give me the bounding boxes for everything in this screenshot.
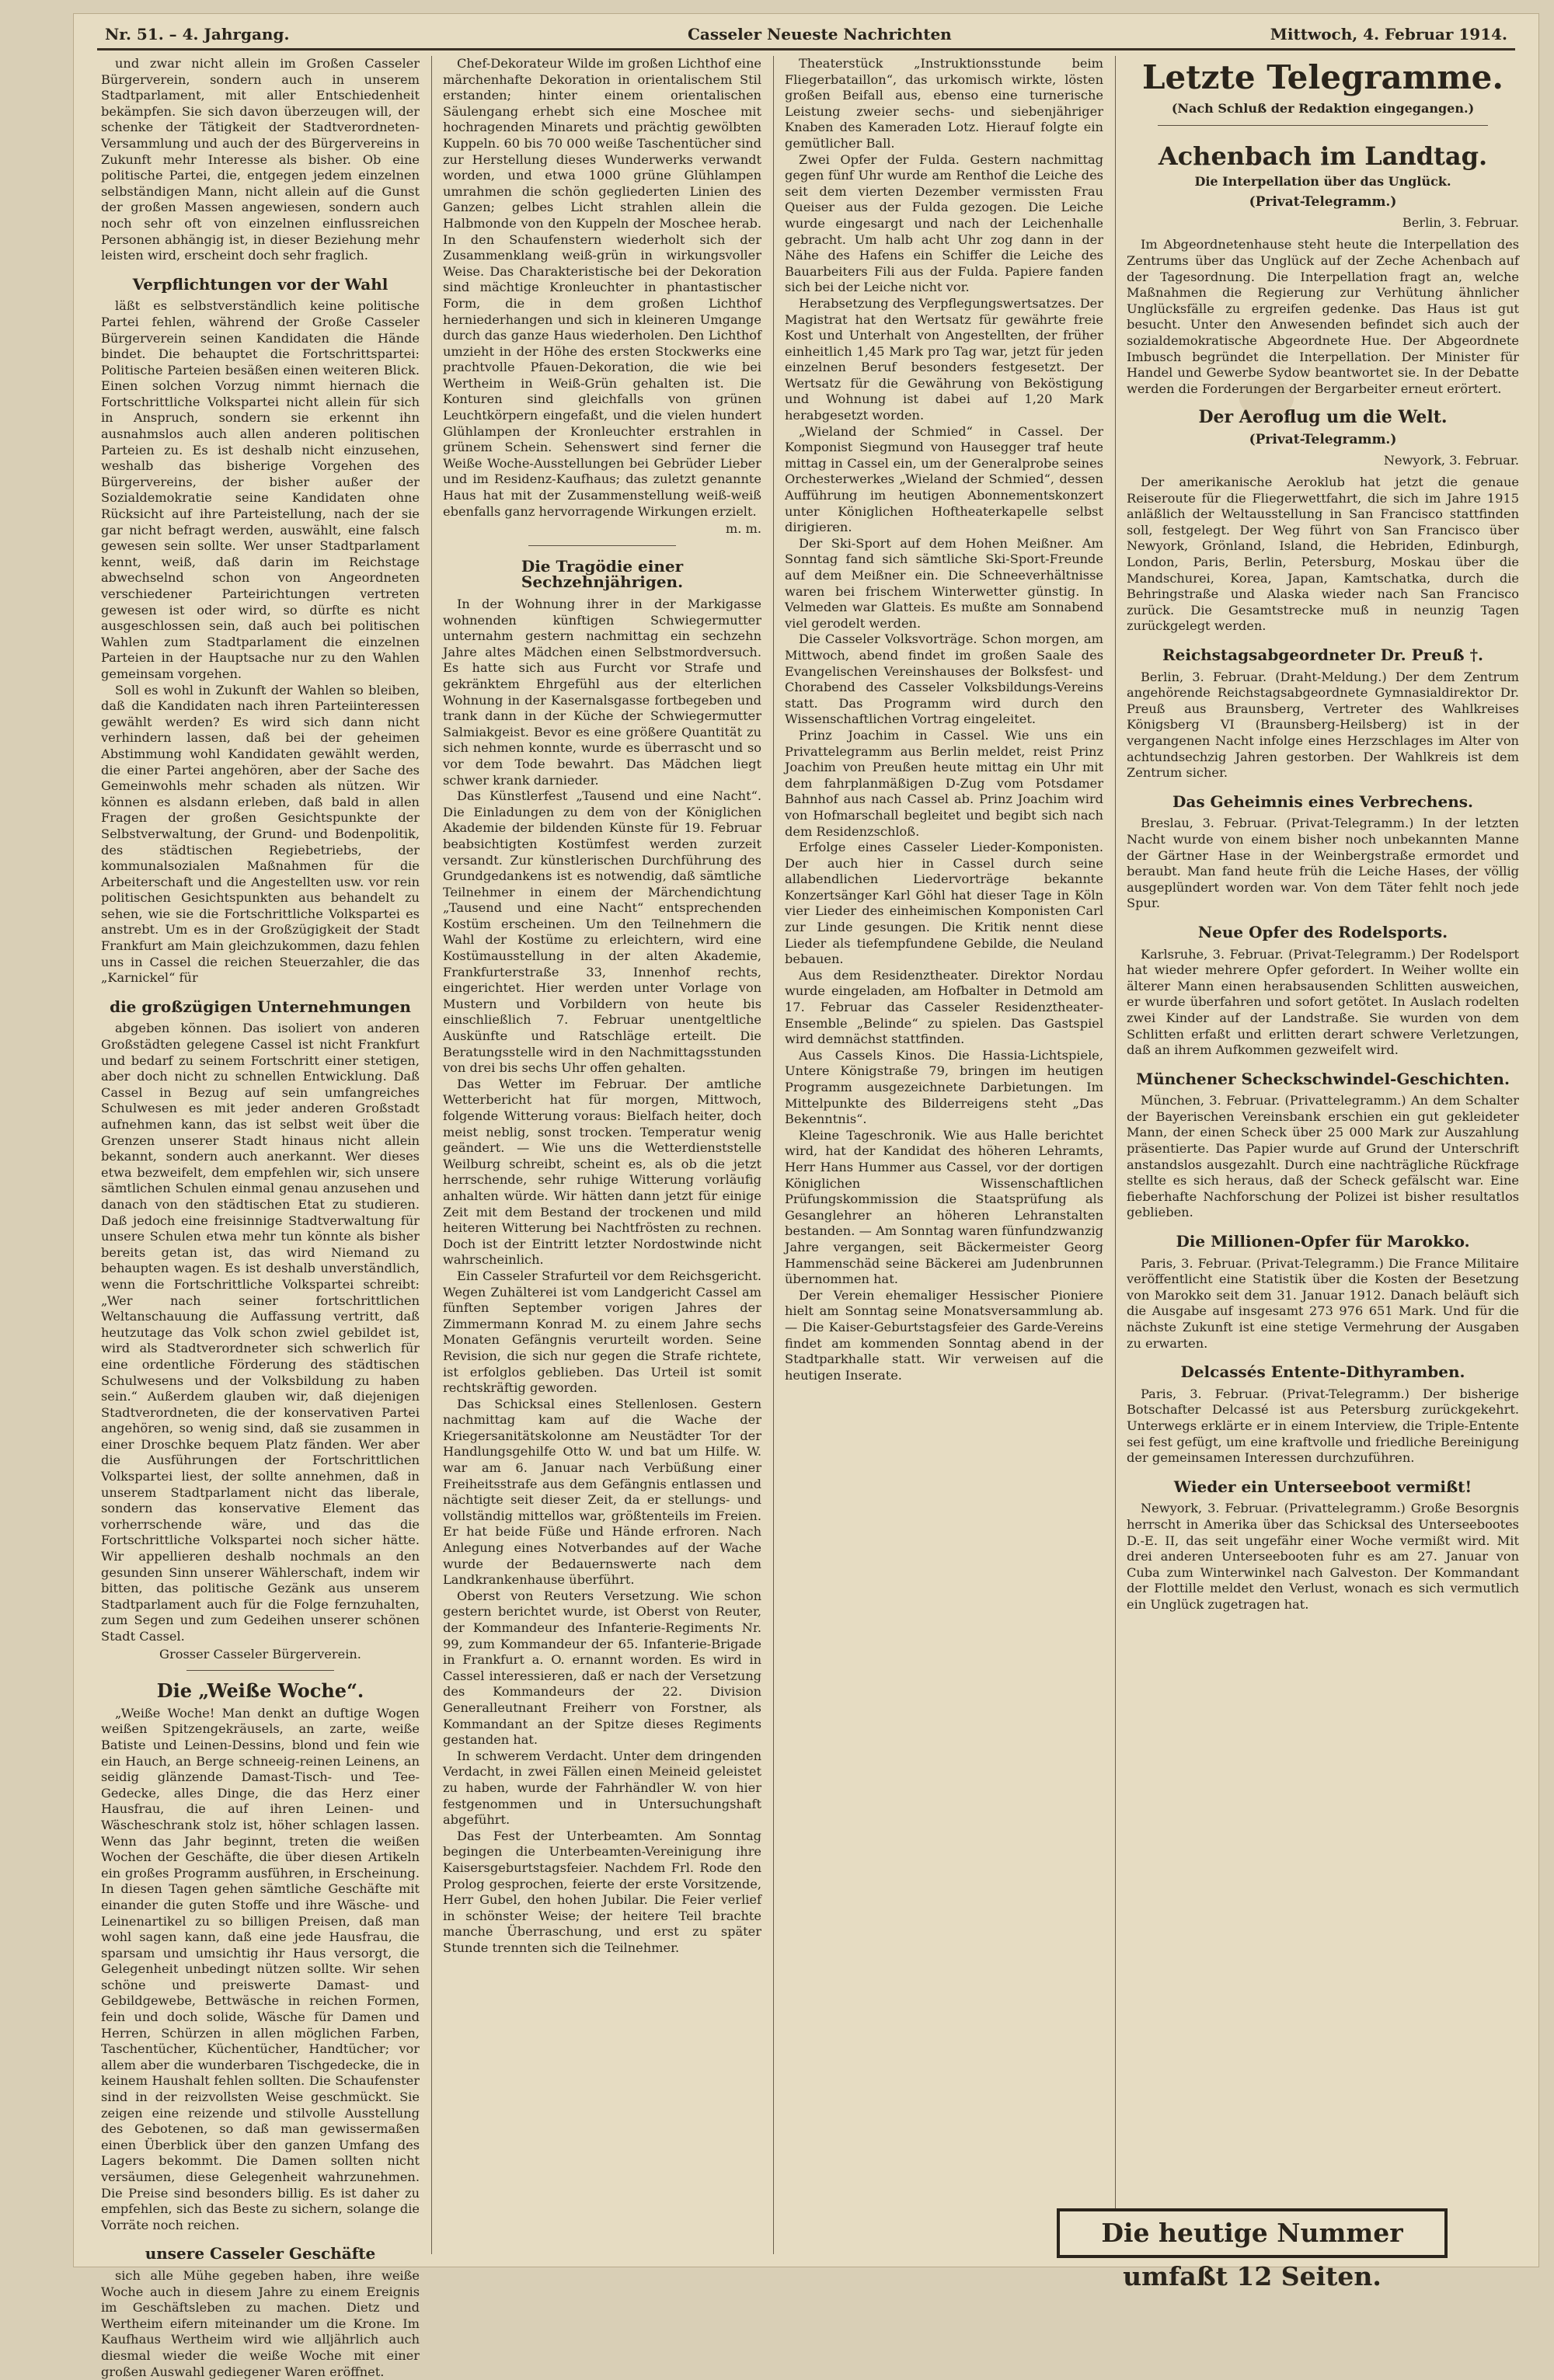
article-text: Aus Cassels Kinos. Die Hassia-Lichtspiele, Untere Königstraße 79, bringen im heutigen Programm ausgezeichnete Darbietungen. Im Mittelpunkte des Bilderreigens steht „Das Bekenntnis“. bbox=[785, 1047, 1103, 1127]
article-title: Der Aeroflug um die Welt. bbox=[1198, 407, 1448, 428]
article-text: Oberst von Reuters Versetzung. Wie schon gestern berichtet wurde, ist Oberst von Reuter, der Kommandeur des Infanterie-Regiments Nr. 99, zum Kommandeur der 65. Infanterie-Brigade in Frankfurt a. O. ernannt worden. Es wird in Cassel interessieren, daß er nach der Versetzung des Kommandeurs der 22. Division Generalleutnant Freiherr von Forstner, als Kommandant an der Spitze dieses Regiments gestanden hat. bbox=[443, 1588, 761, 1748]
article-text: Paris, 3. Februar. (Privat-Telegramm.) Der bisherige Botschafter Delcassé ist aus Petersburg zurückgekehrt. Unterwegs erklärte er in einem Interview, die Triple-Entente sei fest gefügt, um eine kraftvolle und friedliche Bereinigung der gemeinsamen Interessen durchzuführen. bbox=[1127, 1386, 1519, 1466]
article-text: Im Abgeordnetenhause steht heute die Interpellation des Zentrums über das Unglück auf der Zeche Achenbach auf der Tagesordnung. Die Interpellation fragt an, welche Maßnahmen die Regierung zur Verhütung ähnlicher Unglücksfälle zu ergreifen gedenke. Das Haus ist gut besucht. Unter den Anwesenden befindet sich auch der sozialdemokratische Abgeordnete Hue. Der Abgeordnete Imbusch begründet die Interpellation. Der Minister für Handel und Gewerbe Sydow beantwortet sie. In der Debatte werden die Forderungen der Bergarbeiter erneut erörtert. bbox=[1127, 237, 1519, 396]
page-header bbox=[74, 20, 1538, 47]
column-divider bbox=[773, 56, 774, 2254]
article-title: Das Geheimnis eines Verbrechens. bbox=[1172, 792, 1473, 811]
article-text: Karlsruhe, 3. Februar. (Privat-Telegramm.) Der Rodelsport hat wieder mehrere Opfer gefordert. In Weiher wollte ein älterer Mann einen herabsausenden Schlitten ausweichen, er wurde überfahren und sofort getötet. In Auslach rodelten zwei Kinder auf der Landstraße. Sie wurden von dem Schlitten erfaßt und erlitten derart schwere Verletzungen, daß an ihrem Aufkommen gezweifelt wird. bbox=[1127, 946, 1519, 1058]
article-text: „Weiße Woche! Man denkt an duftige Wogen weißen Spitzengekräusels, an zarte, weiße Batiste und Leinen-Dessins, blond und fein wie ein Hauch, an Berge schneeig-reinen Leinens, an seidig glänzende Damast-Tisch- und Tee-Gedecke, alles Dinge, die das Herz einer Hausfrau, die auf ihren Leinen- und Wäscheschrank stolz ist, höher schlagen lassen. Wenn das Jahr beginnt, treten die weißen Wochen der Geschäfte, die über diesen Artikeln ein großes Programm ausführen, in Erscheinung. In diesen Tagen gehen sämtliche Geschäfte mit einander die guten Stoffe und ihre Wäsche- und Leinenartikel zu so billigen Preisen, daß man wohl sagen kann, daß eine jede Hausfrau, die sparsam und umsichtig ihr Haus versorgt, die Gelegenheit unbedingt nützen sollte. Wir sehen schöne und preiswerte Damast- und Gebildgewebe, Bettwäsche in reichen Formen, fein und doch solide, Wäsche für Damen und Herren, Schürzen in allen möglichen Farben, Taschentücher, Küchentücher, Handtücher; vor allem aber die wunderbaren Tischgedecke, die in keinem Haushalt fehlen sollten. Die Schaufenster sind in der reizvollsten Weise geschmückt. Sie zeigen eine reizende und stilvolle Ausstellung des Gebotenen, so daß man gewissermaßen einen Überblick über den ganzen Umfang des Lagers bekommt. Die Damen sollten nicht versäumen, diese Gelegenheit wahrzunehmen. Die Preise sind besonders billig. Es ist daher zu empfehlen, sich das Beste zu sichern, solange die Vorräte noch reichen. bbox=[101, 1705, 420, 2232]
issue-number: Nr. 51. – 4. Jahrgang. bbox=[105, 25, 290, 43]
section-heading: die großzügigen Unternehmungen bbox=[110, 997, 411, 1016]
article-title: Delcassés Entente-Dithyramben. bbox=[1180, 1362, 1465, 1382]
article-title: Achenbach im Landtag. bbox=[1158, 141, 1488, 171]
paper-stain bbox=[633, 1754, 680, 1785]
article-text: Zwei Opfer der Fulda. Gestern nachmittag gegen fünf Uhr wurde am Renthof die Leiche des seit dem vierten Dezember vermissten Frau Queiser aus der Fulda gezogen. Die Leiche wurde eingesargt und nach der Leichenhalle gebracht. Um halb acht Uhr zog dann in der Nähe des Hafens ein Schiffer die Leiche des Bauarbeiters Fili aus der Fulda. Papiere fanden sich bei der Leiche nicht vor. bbox=[785, 151, 1103, 295]
article-text: Prinz Joachim in Cassel. Wie uns ein Privattelegramm aus Berlin meldet, reist Prinz Joachim von Preußen heute mittag ein Uhr mit dem fahrplanmäßigen D-Zug vom Potsdamer Bahnhof aus nach Cassel ab. Prinz Joachim wird von Hofmarschall begleitet und begibt sich nach dem Residenzschloß. bbox=[785, 727, 1103, 839]
article-text: Das Künstlerfest „Tausend und eine Nacht“. Die Einladungen zu dem von der Königlichen Akademie der bildenden Künste für 19. Februar beabsichtigten Kostümfest werden zurzeit versandt. Zur künstlerischen Durchführung des Grundgedankens ist es notwendig, daß sämtliche Teilnehmer in einem der Märchendichtung „Tausend und eine Nacht“ entsprechenden Kostüm erscheinen. Um den Teilnehmern die Wahl der Kostüme zu erleichtern, wird eine Kostümausstellung in der alten Akademie, Frankfurterstraße 33, Innenhof rechts, eingerichtet. Hier werden unter Vorlage von Mustern und Vorbildern von heute bis einschließlich 7. Februar unentgeltliche Auskünfte und Ratschläge erteilt. Die Beratungsstelle wird in den Nachmittagsstunden von drei bis sechs Uhr offen gehalten. bbox=[443, 788, 761, 1076]
article-text: und zwar nicht allein im Großen Casseler Bürgerverein, sondern auch in unserem Stadtparlament, mit aller Entschiedenheit bekämpfen. Sie sich davon überzeugen will, der schenke der Tätigkeit der Stadtverordneten-Versammlung und auch der des Bürgervereins in Zukunft mehr Interesse als bisher. Ob eine politische Partei, die, entgegen jedem einzelnen selbständigen Mann, nicht allein auf die Gunst der großen Massen angewiesen, sondern auch noch sehr oft von einzelnen einflussreichen Personen abhängig ist, in dieser Beziehung mehr leisten wird, erscheint doch sehr fraglich. bbox=[101, 56, 420, 263]
article-text: Aus dem Residenztheater. Direktor Nordau wurde eingeladen, am Hofbalter in Detmold am 17. Februar das Casseler Residenztheater-Ensemble „Belinde“ zu spielen. Das Gastspiel wird demnächst stattfinden. bbox=[785, 967, 1103, 1047]
article-signature: m. m. bbox=[725, 521, 761, 537]
issue-date: Mittwoch, 4. Februar 1914. bbox=[1270, 25, 1507, 43]
article-dateline: Berlin, 3. Februar. bbox=[1402, 214, 1519, 230]
telegrams-title: Letzte Telegramme. bbox=[1141, 58, 1503, 96]
article-title: Wieder ein Unterseeboot vermißt! bbox=[1173, 1477, 1472, 1496]
telegrams-subtitle: (Nach Schluß der Redaktion eingegangen.) bbox=[1171, 101, 1475, 116]
article-text: abgeben können. Das isoliert von anderen Großstädten gelegene Cassel ist nicht Frankfurt und bedarf zu seinem Fortschritt einer stetigen, aber doch nicht zu schnellen Entwicklung. Daß Cassel in Bezug auf sein umfangreiches Schulwesen es mit jeder anderen Großstadt aufnehmen kann, das ist selbst weit über die Grenzen unserer Stadt hinaus nicht allein bekannt, sondern auch anerkannt. Wer dieses etwa bezweifelt, dem empfehlen wir, sich unsere sämtlichen Schulen einmal genau anzusehen und danach von den städtischen Etat zu studieren. Daß jedoch eine freisinnige Stadtverwaltung für unsere Schulen etwa mehr tun könnte als bisher bereits getan ist, das wird Niemand zu behaupten wagen. Es ist deshalb unverständlich, wenn die Fortschrittliche Volkspartei schreibt: „Wer nach seiner fortschrittlichen Weltanschauung die Auffassung vertritt, daß heutzutage das Volk schon zwiel gebildet ist, wird als Stadtverordneter sich schwerlich für eine ordentliche Förderung des städtischen Schulwesens und der Volksbildung zu haben sein.“ Außerdem glauben wir, daß diejenigen Stadtverordneten, die der konservativen Partei angehören, so wenig sind, daß sie zusammen in einer Droschke bequem Platz fänden. Wer aber die Ausführungen der Fortschrittlichen Volkspartei liest, der sollte annehmen, daß in unserem Stadtparlament nicht das liberale, sondern das konservative Element das vorherrschende wäre, und das die Fortschrittliche Volkspartei noch sicher hätte. Wir appellieren deshalb nochmals an den gesunden Sinn unserer Wählerschaft, indem wir bitten, das politische Gezänk aus unserem Stadtparlament auch für die Folge fernzuhalten, zum Segen und zum Gedeihen unserer schönen Stadt Cassel. bbox=[101, 1021, 420, 1644]
article-text: läßt es selbstverständlich keine politische Partei fehlen, während der Große Casseler Bürgerverein seinen Kandidaten die Hände bindet. Die behauptet die Fortschrittspartei: Politische Parteien besäßen einen weiteren Blick. Einen solchen Vorzug nimmt hiernach die Fortschrittliche Volkspartei nicht allein für sich in Anspruch, sondern sie erkennt ihn ausnahmslos auch allen anderen politischen Parteien zu. Es ist deshalb nicht einzusehen, weshalb das bisherige Vorgehen des Bürgervereins, der bisher außer der Sozialdemokratie seine Kandidaten ohne Rücksicht auf ihre Parteistellung, nach der sie gar nicht befragt werden, auswählt, eine falsch gewesen sein sollte. Wer unser Stadtparlament kennt, weiß, daß darin im Reichstage abwechselnd schon von Angeordneten verschiedener Parteirichtungen vertreten gewesen ist oder wird, so dürfte es nicht ausgeschlossen sein, daß auch bei politischen Wahlen zum Stadtparlament die einzelnen Parteien in der Hauptsache nur zu den Wahlen gemeinsam vorgehen. bbox=[101, 298, 420, 681]
article-dateline: Newyork, 3. Februar. bbox=[1383, 452, 1519, 468]
separator bbox=[186, 1670, 334, 1671]
article-text: München, 3. Februar. (Privattelegramm.) An dem Schalter der Bayerischen Vereinsbank erschien ein gut gekleideter Mann, der einen Scheck über 25 000 Mark zur Auszahlung präsentierte. Das Papier wurde auf Grund der Unterschrift anstandslos ausgezahlt. Durch eine nachträgliche Rückfrage stellte es sich heraus, daß der Scheck gefälscht war. Eine fieberhafte Nachforschung der Polizei ist bisher resultatlos geblieben. bbox=[1127, 1093, 1519, 1220]
header-rule bbox=[97, 48, 1515, 50]
article-text: Das Schicksal eines Stellenlosen. Gestern nachmittag kam auf die Wache der Kriegersanitätskolonne am Neustädter Tor der Handlungsgehilfe Otto W. und bat um Hilfe. W. war am 6. Januar nach Verbüßung einer Freiheitsstrafe aus dem Gefängnis entlassen und nächtigte seit dieser Zeit, da er stellungs- und vollständig mittellos war, größtenteils im Freien. Er hat beide Füße und Hände erfroren. Nach Anlegung eines Notverbandes auf der Wache wurde der Bedauernswerte nach dem Landkrankenhause überführt. bbox=[443, 1396, 761, 1588]
column-divider bbox=[431, 56, 432, 2254]
article-text: sich alle Mühe gegeben haben, ihre weiße Woche auch in diesem Jahre zu einem Ereignis im Geschäftsleben zu machen. Dietz und Wertheim eifern miteinander um die Krone. Im Kaufhaus Wertheim wird wie alljährlich auch diesmal wieder die weiße Woche mit einer großen Auswahl gediegener Waren eröffnet. bbox=[101, 2267, 420, 2379]
newspaper-page bbox=[74, 14, 1538, 2379]
paper-stain bbox=[1239, 379, 1294, 418]
article-title: Die Millionen-Opfer für Marokko. bbox=[1176, 1232, 1470, 1251]
article-title: Die „Weiße Woche“. bbox=[156, 1679, 364, 1703]
column-3 bbox=[785, 56, 1103, 2246]
column-divider bbox=[1115, 56, 1116, 2254]
article-title: Neue Opfer des Rodelsports. bbox=[1197, 922, 1448, 941]
article-text: Der Verein ehemaliger Hessischer Pioniere hielt am Sonntag seine Monatsversammlung ab. — Die Kaiser-Geburtstagsfeier des Garde-Vereins findet am kommenden Sonntag abend in der Stadtparkhalle statt. Wir verweisen auf die heutigen Inserate. bbox=[785, 1287, 1103, 1383]
article-text: Erfolge eines Casseler Lieder-Komponisten. Der auch hier in Cassel durch seine allabendlichen Liedervorträge bekannte Konzertsänger Karl Göhl hat dieser Tage in Köln vier Lieder des einheimischen Komponisten Carl zur Linde gesungen. Die Kritik nennt diese Lieder als tiefempfundene Gebilde, die Neuland bebauen. bbox=[785, 840, 1103, 967]
article-text: Herabsetzung des Verpflegungswertsatzes. Der Magistrat hat den Wertsatz für gewährte freie Kost und Unterhalt von Angestellten, der früher einheitlich 1,45 Mark pro Tag war, jetzt für jeden einzelnen Beruf besonders festgesetzt. Der Wertsatz für die Gewährung von Beköstigung und Wohnung ist dabei auf 1,20 Mark herabgesetzt worden. bbox=[785, 295, 1103, 423]
article-title: Reichstagsabgeordneter Dr. Preuß †. bbox=[1162, 645, 1483, 665]
article-text: Chef-Dekorateur Wilde im großen Lichthof eine märchenhafte Dekoration in orientalischem Stil erstanden; hinter einem orientalischen Säulengang erhebt sich eine Moschee mit hochragenden Minarets und prächtig gewölbten Kuppeln. 60 bis 70 000 weiße Taschentücher sind zur Herstellung dieses Wunderwerks verwandt worden, und etwa 1000 grüne Glühlampen umrahmen die schön gegliederten Linien des Ganzen; gelbes Licht strahlen allein die Halbmonde von den Kuppeln der Moschee herab. In den Schaufenstern wiederholt sich der Zusammenklang weiß-grün in wirkungsvoller Weise. Das Charakteristische bei der Dekoration sind mächtige Kronleuchter in phantastischer Form, die in dem großen Lichthof herniederhangen und sich in kleineren Umgange durch das ganze Haus wiederholen. Den Lichthof umzieht in der Höhe des ersten Stockwerks eine prachtvolle Pfauen-Dekoration, die wie bei Wertheim in Weiß-Grün gehalten ist. Die Konturen sind gleichfalls von grünen Leuchtkörpern eingefaßt, und die vielen hundert Glühlampen der Kronleuchter erstrahlen in grünem Schein. Sehenswert sind ferner die Weiße Woche-Ausstellungen bei Gebrüder Lieber und im Residenz-Kaufhaus; das zuletzt genannte Haus hat mit der Zusammenstellung weiß-weiß ebenfalls ganz hervorragende Wirkungen erzielt. bbox=[443, 56, 761, 519]
article-title: Münchener Scheckschwindel-Geschichten. bbox=[1136, 1069, 1510, 1088]
article-text: Das Wetter im Februar. Der amtliche Wetterbericht hat für morgen, Mittwoch, folgende Witterung voraus: Bielfach heiter, doch meist neblig, sonst trocken. Temperatur wenig geändert. — Wie uns die Wetterdienststelle Weilburg schreibt, scheint es, als ob die jetzt herrschende, sehr ruhige Witterung vorläufig anhalten würde. Wir hätten dann jetzt für einige Zeit mit dem Bestand der trockenen und mild heiteren Witterung bei Nachtfrösten zu rechnen. Doch ist der Eintritt letzter Nordostwinde nicht wahrscheinlich. bbox=[443, 1076, 761, 1268]
article-text: In der Wohnung ihrer in der Markigasse wohnenden künftigen Schwiegermutter unternahm gestern nachmittag ein sechzehn Jahre altes Mädchen einen Selbstmordversuch. Es hatte sich aus Furcht vor Strafe und gekränktem Ehrgefühl aus der elterlichen Wohnung in der Kasernalsgasse fortbegeben und trank dann in der Küche der Schwiegermutter Salmiakgeist. Bevor es eine größere Quantität zu sich nehmen konnte, wurde es überrascht und so vor dem Tode bewahrt. Das Mädchen liegt schwer krank darnieder. bbox=[443, 597, 761, 788]
column-2 bbox=[443, 56, 761, 2246]
article-text: Berlin, 3. Februar. (Draht-Meldung.) Der dem Zentrum angehörende Reichstagsabgeordnete Gymnasialdirektor Dr. Preuß aus Braunsberg, Vertreter des Wahlkreises Königsberg VI (Braunsberg-Heilsberg) ist in der vergangenen Nacht infolge eines Herzschlages im Alter von achtundsechzig Jahren gestorben. Der Wahlkreis ist dem Zentrum sicher. bbox=[1127, 669, 1519, 781]
column-1 bbox=[101, 56, 420, 2379]
article-text: Der amerikanische Aeroklub hat jetzt die genaue Reiseroute für die Fliegerwettfahrt, die sich im Jahre 1915 anläßlich der Weltausstellung in San Francisco stattfinden soll, festgelegt. Der Weg führt von San Francisco über Newyork, Grönland, Island, die Hebriden, Edinburgh, London, Paris, Berlin, Petersburg, Moskau über die Mandschurei, Korea, Japan, Kamtschatka, durch die Behringstraße und Alaska wieder nach San Francisco zurück. Die Gesamtstrecke muß in neunzig Tagen zurückgelegt werden. bbox=[1127, 475, 1519, 634]
section-heading: Verpflichtungen vor der Wahl bbox=[132, 274, 388, 294]
article-text: Das Fest der Unterbeamten. Am Sonntag begingen die Unterbeamten-Vereinigung ihre Kaisersgeburtstagsfeier. Nachdem Frl. Rode den Prolog gesprochen, feierte der erste Vorsitzende, Herr Gubel, den hohen Jubilar. Die Feier verlief in schönster Weise; der heitere Teil brachte manche Überraschung, und erst zu später Stunde trennten sich die Teilnehmer. bbox=[443, 1828, 761, 1955]
article-text: Theaterstück „Instruktionsstunde beim Fliegerbataillon“, das urkomisch wirkte, lösten großen Beifall aus, ebenso eine turnerische Leistung zweier sechs- und siebenjähriger Knaben des Kameraden Lotz. Hierauf folgte ein gemütlicher Ball. bbox=[785, 56, 1103, 151]
separator bbox=[528, 545, 676, 546]
section-heading: unsere Casseler Geschäfte bbox=[145, 2244, 376, 2263]
article-text: Paris, 3. Februar. (Privat-Telegramm.) Die France Militaire veröffentlicht eine Statistik über die Kosten der Besetzung von Marokko seit dem 31. Januar 1912. Danach beläuft sich die Ausgabe auf insgesamt 273 976 651 Mark. Und für die nächste Zukunft ist eine stetige Vermehrung der Ausgaben zu erwarten. bbox=[1127, 1255, 1519, 1351]
article-signature: Grosser Casseler Bürgerverein. bbox=[159, 1646, 361, 1661]
column-4-telegrams bbox=[1127, 56, 1519, 2246]
article-text: Newyork, 3. Februar. (Privattelegramm.) Große Besorgnis herrscht in Amerika über das Schicksal des Unterseebootes D.-E. II, das seit ungefähr einer Woche vermißt wird. Mit drei anderen Unterseebooten fuhr es am 27. Januar von Cuba zum Winterwinkel nach Galveston. Der Kommandant der Flottille meldet den Verlust, wonach es sich vermutlich ein Unglück zugetragen hat. bbox=[1127, 1501, 1519, 1612]
article-text: Die Casseler Volksvorträge. Schon morgen, am Mittwoch, abend findet im großen Saale des Evangelischen Vereinshauses der Bolksfest- und Chorabend des Casseler Volksbildungs-Vereins statt. Das Programm wird durch den Wissenschaftlichen Vortrag eingeleitet. bbox=[785, 632, 1103, 727]
page-count-box: Die heutige Nummer umfaßt 12 Seiten. bbox=[1057, 2208, 1448, 2258]
article-text: Kleine Tageschronik. Wie aus Halle berichtet wird, hat der Kandidat des höheren Lehramts, Herr Hans Hummer aus Cassel, vor der dortigen Königlichen Wissenschaftlichen Prüfungskommission die Staatsprüfung als Gesanglehrer an höheren Lehranstalten bestanden. — Am Sonntag waren fünfundzwanzig Jahre vergangen, seit Bäckermeister Georg Hammenschäd seine Bäckerei am Judenbrunnen übernommen hat. bbox=[785, 1127, 1103, 1287]
article-subtitle: Die Interpellation über das Unglück. bbox=[1194, 173, 1451, 189]
article-text: Breslau, 3. Februar. (Privat-Telegramm.) In der letzten Nacht wurde von einem bisher noch unbekannten Manne der Gärtner Hase in der Weinbergstraße ermordet und beraubt. Man fand heute früh die Leiche Hases, der völlig ausgeplündert worden war. Von dem Täter fehlt noch jede Spur. bbox=[1127, 816, 1519, 911]
newspaper-name: Casseler Neueste Nachrichten bbox=[688, 25, 952, 43]
article-text: In schwerem Verdacht. Unter dem dringenden Verdacht, in zwei Fällen einen Meineid geleistet zu haben, wurde der Fahrhändler W. von hier festgenommen und in Untersuchungshaft abgeführt. bbox=[443, 1748, 761, 1828]
article-title: Die Tragödie einer Sechzehnjährigen. bbox=[521, 556, 684, 592]
article-source: (Privat-Telegramm.) bbox=[1249, 431, 1397, 447]
article-source: (Privat-Telegramm.) bbox=[1249, 194, 1397, 211]
article-text: Ein Casseler Strafurteil vor dem Reichsgericht. Wegen Zuhälterei ist vom Landgericht Cassel am fünften September vorigen Jahres der Zimmermann Konrad M. zu einem Jahre sechs Monaten Gefängnis verurteilt worden. Seine Revision, die sich nur gegen die Strafe richtete, ist erfolglos geblieben. Das Urteil ist somit rechtskräftig geworden. bbox=[443, 1268, 761, 1396]
article-text: „Wieland der Schmied“ in Cassel. Der Komponist Siegmund von Hausegger traf heute mittag in Cassel ein, um der Generalprobe seines Orchesterwerkes „Wieland der Schmied“, dessen Aufführung im heutigen Abonnementskonzert unter Königlichen Hoftheaterkapelle selbst dirigieren. bbox=[785, 423, 1103, 535]
separator bbox=[1158, 125, 1488, 126]
article-text: Soll es wohl in Zukunft der Wahlen so bleiben, daß die Kandidaten nach ihren Parteiinteressen gewählt werden? Es wird sich dann nicht verhindern lassen, daß bei der geheimen Abstimmung wohl Kandidaten gewählt werden, die einer Partei angehören, aber der Sache des Gemeinwohls mehr schaden als nützen. Wir können es alsdann erleben, daß bald in allen Fragen der großen Gesichtspunkte der Selbstverwaltung, der Grund- und Bodenpolitik, des städtischen Regiebetriebs, der kommunalsozialen Maßnahmen für die Arbeiterschaft und die Angestellten usw. vor rein politischen Gesichtspunkten aus behandelt zu sehen, wie sie die Fortschrittliche Volkspartei es anstrebt. Um es in der Großzügigkeit der Stadt Frankfurt am Main gleichzukommen, dazu fehlen uns in Cassel die reichen Steuerzahler, die das „Karnickel“ für bbox=[101, 682, 420, 986]
article-text: Der Ski-Sport auf dem Hohen Meißner. Am Sonntag fand sich sämtliche Ski-Sport-Freunde auf dem Meißner ein. Die Schneeverhältnisse waren bei frischem Winterwetter günstig. In Velmeden war Glatteis. Es mußte am Sonnabend viel gerodelt werden. bbox=[785, 535, 1103, 631]
